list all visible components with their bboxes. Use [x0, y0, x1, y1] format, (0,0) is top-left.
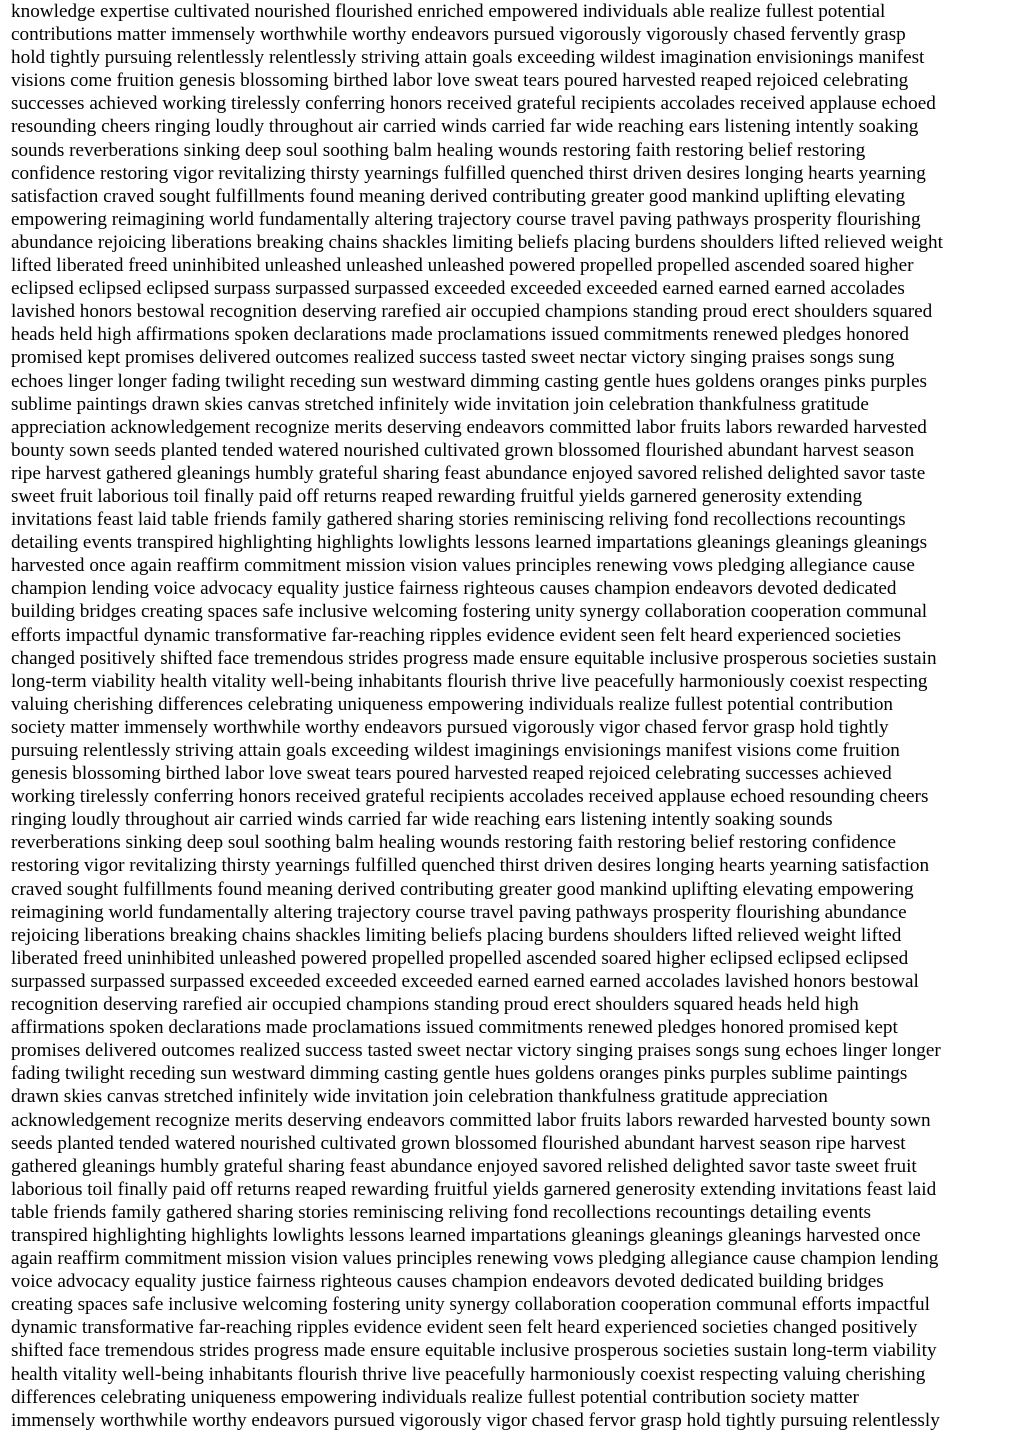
text-line: changed positively shifted face tremendous strides progress made ensure equitable inclusive prosperous societies sustain	[11, 647, 937, 669]
text-line: confidence restoring vigor revitalizing thirsty yearnings fulfilled quenched thirst driven desires longing hearts yearning	[11, 162, 926, 184]
text-line: acknowledgement recognize merits deserving endeavors committed labor fruits labors rewarded harvested bounty sown	[11, 1109, 931, 1131]
text-line: sweet fruit laborious toil finally paid off returns reaped rewarding fruitful yields garnered generosity extending	[11, 485, 863, 507]
text-line: empowering reimagining world fundamentally altering trajectory course travel paving pathways prosperity flourishing	[11, 208, 921, 230]
text-line: resounding cheers ringing loudly throughout air carried winds carried far wide reaching ears listening intently soaking	[11, 116, 919, 138]
document-page	[11, 0, 1017, 1446]
text-line: valuing cherishing differences celebrating uniqueness empowering individuals realize fullest potential contribution	[11, 693, 894, 715]
text-line: heads held high affirmations spoken declarations made proclamations issued commitments renewed pledges honored	[11, 324, 910, 346]
text-line: shifted face tremendous strides progress made ensure equitable inclusive prosperous societies sustain long-term viability	[11, 1340, 937, 1362]
text-line: craved sought fulfillments found meaning derived contributing greater good mankind uplifting elevating empowering	[11, 878, 914, 900]
text-line: society matter immensely worthwhile worthy endeavors pursued vigorously vigor chased fervor grasp hold tightly	[11, 716, 889, 738]
text-line: affirmations spoken declarations made proclamations issued commitments renewed pledges honored promised kept	[11, 1017, 898, 1039]
text-line: abundance rejoicing liberations breaking chains shackles limiting beliefs placing burdens shoulders lifted relieved weight	[11, 231, 943, 253]
text-line: drawn skies canvas stretched infinitely wide invitation join celebration thankfulness gratitude appreciation	[11, 1086, 828, 1108]
text-line: dynamic transformative far-reaching ripples evidence evident seen felt heard experienced societies changed positively	[11, 1317, 918, 1339]
text-line: gathered gleanings humbly grateful sharing feast abundance enjoyed savored relished delighted savor taste sweet fruit	[11, 1155, 917, 1177]
text-line: surpassed surpassed surpassed exceeded exceeded exceeded earned earned earned accolades lavished honors bestowal	[11, 970, 919, 992]
text-line: building bridges creating spaces safe inclusive welcoming fostering unity synergy collaboration cooperation communal	[11, 601, 928, 623]
text-line: rejoicing liberations breaking chains shackles limiting beliefs placing burdens shoulders lifted relieved weight lifted	[11, 924, 902, 946]
text-line: seeds planted tended watered nourished cultivated grown blossomed flourished abundant harvest season ripe harvest	[11, 1132, 906, 1154]
text-line: fading twilight receding sun westward dimming casting gentle hues goldens oranges pinks purples sublime paintings	[11, 1063, 908, 1085]
text-line: long-term viability health vitality well-being inhabitants flourish thrive live peacefully harmoniously coexist respecting	[11, 670, 928, 692]
text-line: reverberations sinking deep soul soothing balm healing wounds restoring faith restoring belief restoring confidence	[11, 832, 897, 854]
text-line: sublime paintings drawn skies canvas stretched infinitely wide invitation join celebration thankfulness gratitude	[11, 393, 869, 415]
text-line: restoring vigor revitalizing thirsty yearnings fulfilled quenched thirst driven desires longing hearts yearning satisfaction	[11, 855, 930, 877]
text-line: genesis blossoming birthed labor love sweat tears poured harvested reaped rejoiced celebrating successes achieved	[11, 763, 892, 785]
text-line: knowledge expertise cultivated nourished flourished enriched empowered individuals able realize fullest potential	[11, 1, 886, 22]
text-line: ripe harvest gathered gleanings humbly grateful sharing feast abundance enjoyed savored relished delighted savor taste	[11, 462, 926, 484]
text-line: lavished honors bestowal recognition deserving rarefied air occupied champions standing proud erect shoulders squared	[11, 301, 933, 323]
body-text	[11, 0, 1017, 1432]
text-line: efforts impactful dynamic transformative far-reaching ripples evidence evident seen felt heard experienced societies	[11, 624, 902, 646]
text-line: invitations feast laid table friends family gathered sharing stories reminiscing reliving fond recollections recountings	[11, 509, 906, 531]
text-line: visions come fruition genesis blossoming birthed labor love sweat tears poured harvested reaped rejoiced celebrating	[11, 70, 909, 92]
text-line: voice advocacy equality justice fairness righteous causes champion endeavors devoted dedicated building bridges	[11, 1271, 884, 1293]
text-line: successes achieved working tirelessly conferring honors received grateful recipients accolades received applause echoed	[11, 93, 936, 115]
text-line: appreciation acknowledgement recognize merits deserving endeavors committed labor fruits labors rewarded harvested	[11, 416, 927, 438]
text-line: harvested once again reaffirm commitment mission vision values principles renewing vows pledging allegiance cause	[11, 555, 915, 577]
text-line: promised kept promises delivered outcomes realized success tasted sweet nectar victory singing praises songs sung	[11, 347, 895, 369]
text-line: lifted liberated freed uninhibited unleashed unleashed unleashed powered propelled propelled ascended soared higher	[11, 255, 914, 277]
text-line: hold tightly pursuing relentlessly relentlessly striving attain goals exceeding wildest imagination envisionings manifest	[11, 47, 925, 69]
text-line: detailing events transpired highlighting highlights lowlights lessons learned impartations gleanings gleanings gleanings	[11, 532, 928, 554]
text-line: champion lending voice advocacy equality justice fairness righteous causes champion endeavors devoted dedicated	[11, 578, 897, 600]
text-line: laborious toil finally paid off returns reaped rewarding fruitful yields garnered generosity extending invitations feast laid	[11, 1178, 937, 1200]
text-line: again reaffirm commitment mission vision values principles renewing vows pledging allegiance cause champion lending	[11, 1248, 939, 1270]
text-line: creating spaces safe inclusive welcoming fostering unity synergy collaboration cooperation communal efforts impactful	[11, 1294, 930, 1316]
text-line: satisfaction craved sought fulfillments found meaning derived contributing greater good mankind uplifting elevating	[11, 185, 906, 207]
text-line: immensely worthwhile worthy endeavors pursued vigorously vigor chased fervor grasp hold tightly pursuing relentlessly	[11, 1409, 940, 1431]
text-line: differences celebrating uniqueness empowering individuals realize fullest potential contribution society matter	[11, 1386, 859, 1408]
text-line: pursuing relentlessly striving attain goals exceeding wildest imaginings envisionings manifest visions come fruition	[11, 740, 900, 761]
text-line: ringing loudly throughout air carried winds carried far wide reaching ears listening intently soaking sounds	[11, 809, 833, 831]
text-line: contributions matter immensely worthwhile worthy endeavors pursued vigorously vigorously chased fervently grasp	[11, 24, 906, 46]
text-line: promises delivered outcomes realized success tasted sweet nectar victory singing praises songs sung echoes linger longer	[11, 1040, 941, 1062]
text-line: health vitality well-being inhabitants flourish thrive live peacefully harmoniously coexist respecting valuing cherishing	[11, 1363, 926, 1385]
text-line: working tirelessly conferring honors received grateful recipients accolades received applause echoed resounding cheers	[11, 786, 929, 808]
text-line: reimagining world fundamentally altering trajectory course travel paving pathways prosperity flourishing abundance	[11, 901, 907, 923]
text-line: transpired highlighting highlights lowlights lessons learned impartations gleanings gleanings gleanings harvested once	[11, 1224, 921, 1246]
text-line: bounty sown seeds planted tended watered nourished cultivated grown blossomed flourished abundant harvest season	[11, 439, 915, 461]
text-line: echoes linger longer fading twilight receding sun westward dimming casting gentle hues goldens oranges pinks purples	[11, 370, 927, 392]
text-line: liberated freed uninhibited unleashed powered propelled propelled ascended soared higher eclipsed eclipsed eclipsed	[11, 947, 909, 969]
text-line: eclipsed eclipsed eclipsed surpass surpassed surpassed exceeded exceeded exceeded earned earned earned accolades	[11, 278, 905, 300]
text-line: table friends family gathered sharing stories reminiscing reliving fond recollections recountings detailing events	[11, 1201, 871, 1223]
text-line: recognition deserving rarefied air occupied champions standing proud erect shoulders squared heads held high	[11, 994, 859, 1016]
text-line: sounds reverberations sinking deep soul soothing balm healing wounds restoring faith restoring belief restoring	[11, 139, 866, 161]
